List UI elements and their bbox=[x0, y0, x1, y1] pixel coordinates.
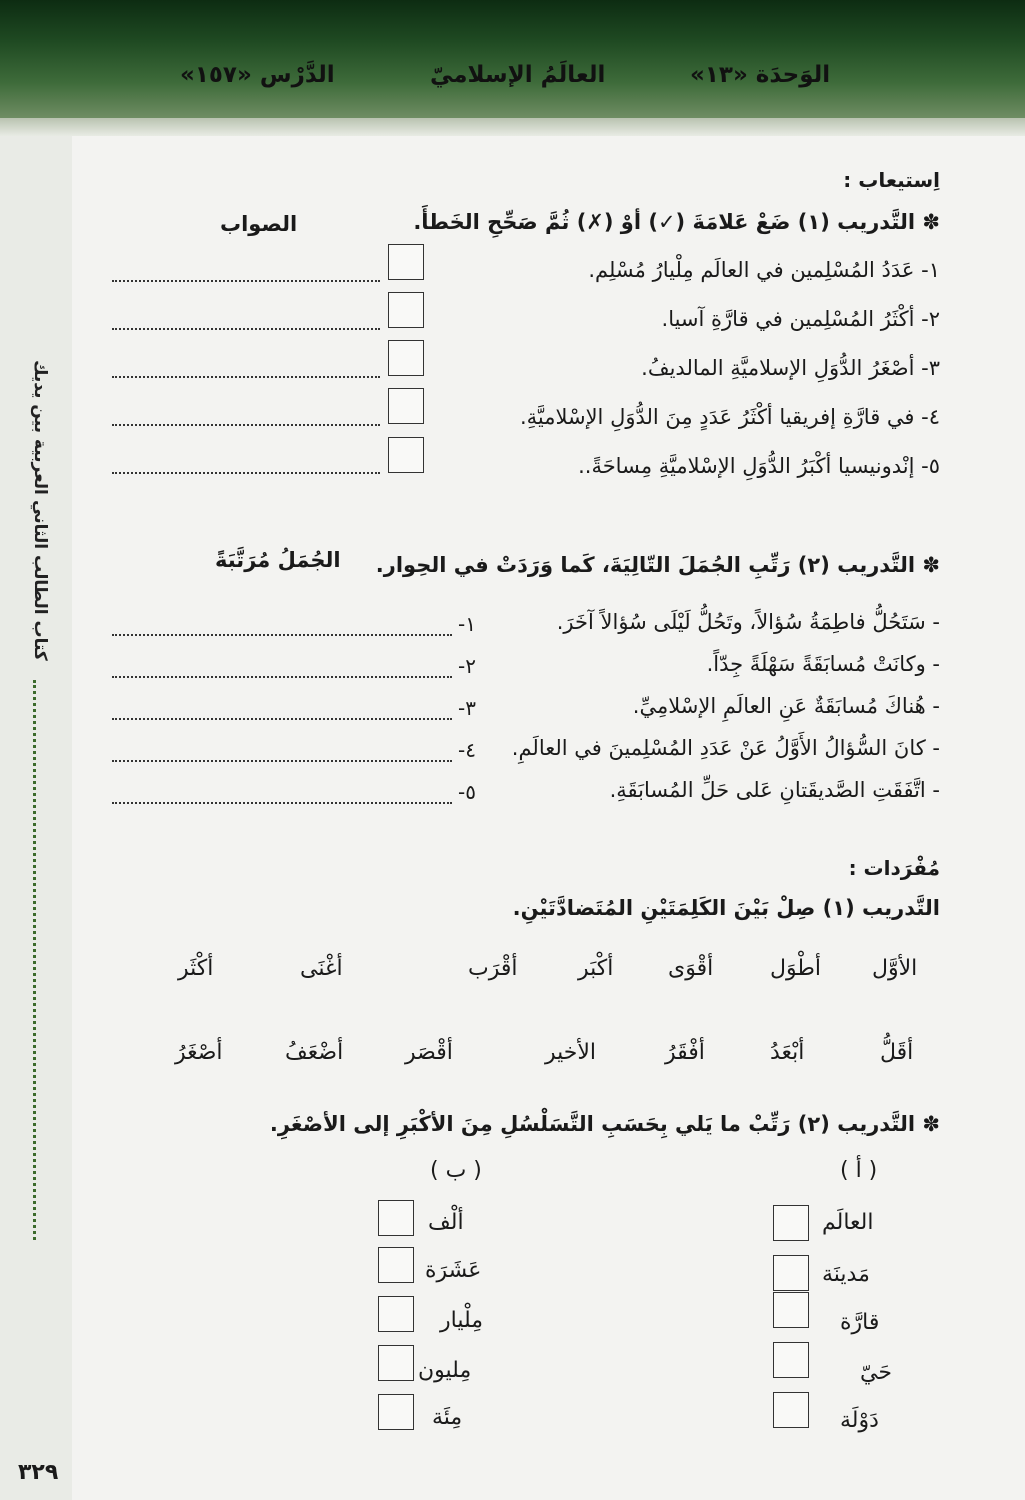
order-line-4[interactable] bbox=[112, 760, 452, 762]
word-row1-7[interactable]: أكْثَر bbox=[178, 956, 214, 981]
unit-title: العالَمُ الإسلاميّ bbox=[430, 62, 606, 88]
word-row1-2[interactable]: أطْوَل bbox=[770, 956, 821, 981]
section-heading-comprehension: اِستيعاب : bbox=[843, 168, 940, 192]
order-line-2[interactable] bbox=[112, 676, 452, 678]
col-a-word-5: دَوْلَة bbox=[840, 1408, 879, 1433]
sentence-5: - اتَّفَقَتِ الصَّديقَتانِ عَلى حَلِّ المُسابَقَةِ. bbox=[609, 778, 940, 802]
header-strip bbox=[0, 118, 1025, 136]
exercise-2-title: ✽ التَّدريب (٢) رَتِّبِ الجُمَلَ التّالِيَةَ، كَما وَرَدَتْ في الحِوار. bbox=[375, 553, 940, 577]
checkbox-2[interactable] bbox=[388, 292, 424, 328]
word-row1-5[interactable]: أقْرَب bbox=[468, 956, 518, 981]
sentence-2: - وكانَتْ مُسابَقَةً سَهْلَةً جِدّاً. bbox=[706, 652, 940, 676]
statement-1: ١- عَدَدُ المُسْلِمين في العالَم مِلْيارُ مُسْلِم. bbox=[588, 258, 940, 282]
sentence-4: - كانَ السُّؤالُ الأَوَّلُ عَنْ عَدَدِ المُسْلِمينَ في العالَمِ. bbox=[511, 736, 940, 760]
lesson-label: الدَّرْس «١٥٧» bbox=[180, 62, 335, 88]
order-number-5: ٥- bbox=[458, 780, 476, 804]
checkbox-5[interactable] bbox=[388, 437, 424, 473]
answer-header: الصواب bbox=[220, 212, 298, 236]
answer-line-1[interactable] bbox=[112, 280, 380, 282]
col-a-box-4[interactable] bbox=[773, 1342, 809, 1378]
page-number: ٣٢٩ bbox=[18, 1460, 59, 1485]
statement-5: ٥- إنْدونيسيا أكْبَرُ الدُّوَلِ الإسْلاميَّةِ مِساحَةً.. bbox=[578, 454, 940, 478]
col-a-word-4: حَيّ bbox=[860, 1360, 892, 1385]
col-a-word-3: قارَّة bbox=[840, 1310, 880, 1335]
col-b-box-5[interactable] bbox=[378, 1394, 414, 1430]
col-b-word-1: ألْف bbox=[428, 1210, 464, 1235]
answer-line-5[interactable] bbox=[112, 472, 380, 474]
col-a-word-2: مَدينَة bbox=[822, 1262, 870, 1287]
unit-label: الوَحدَة «١٣» bbox=[690, 62, 831, 88]
statement-2: ٢- أكْثَرُ المُسْلِمين في قارَّةِ آسيا. bbox=[661, 307, 940, 331]
ordered-header: الجُمَلُ مُرَتَّبَةً bbox=[215, 548, 341, 572]
col-a-box-3[interactable] bbox=[773, 1292, 809, 1328]
col-a-box-1[interactable] bbox=[773, 1205, 809, 1241]
exercise-1-title: ✽ التَّدريب (١) ضَعْ عَلامَةَ (✓) أوْ (✗) ثُمَّ صَحِّحِ الخَطأَ. bbox=[413, 210, 940, 234]
column-a-label: ( أ ) bbox=[840, 1158, 878, 1183]
col-b-box-4[interactable] bbox=[378, 1345, 414, 1381]
word-row1-4[interactable]: أكْبَر bbox=[578, 956, 614, 981]
order-number-4: ٤- bbox=[458, 738, 476, 762]
side-divider bbox=[33, 680, 36, 1240]
answer-line-3[interactable] bbox=[112, 376, 380, 378]
vocab-exercise-2-title: ✽ التَّدريب (٢) رَتِّبْ ما يَلي بِحَسَبِ التَّسَلْسُلِ مِنَ الأكْبَرِ إلى الأصْغَرِ. bbox=[269, 1112, 940, 1136]
checkbox-4[interactable] bbox=[388, 388, 424, 424]
col-b-word-2: عَشَرَة bbox=[425, 1258, 482, 1283]
col-a-word-1: العالَم bbox=[822, 1210, 874, 1235]
order-line-5[interactable] bbox=[112, 802, 452, 804]
sentence-1: - سَتَحُلُّ فاطِمَةُ سُؤالاً، وتَحُلُّ لَيْلَى سُؤالاً آخَرَ. bbox=[556, 610, 940, 634]
col-b-box-1[interactable] bbox=[378, 1200, 414, 1236]
col-b-word-5: مِئَة bbox=[432, 1405, 463, 1430]
checkbox-1[interactable] bbox=[388, 244, 424, 280]
order-number-3: ٣- bbox=[458, 696, 476, 720]
word-row1-6[interactable]: أغْنَى bbox=[300, 956, 343, 981]
word-row2-3[interactable]: أفْقَرُ bbox=[665, 1040, 705, 1065]
order-number-1: ١- bbox=[458, 612, 476, 636]
col-b-box-2[interactable] bbox=[378, 1247, 414, 1283]
answer-line-2[interactable] bbox=[112, 328, 380, 330]
column-b-label: ( ب ) bbox=[430, 1158, 482, 1183]
word-row2-2[interactable]: أبْعَدُ bbox=[770, 1040, 805, 1065]
word-row1-3[interactable]: أقْوَى bbox=[668, 956, 714, 981]
col-a-box-5[interactable] bbox=[773, 1392, 809, 1428]
word-row2-6[interactable]: أضْعَفُ bbox=[285, 1040, 344, 1065]
checkbox-3[interactable] bbox=[388, 340, 424, 376]
order-number-2: ٢- bbox=[458, 654, 476, 678]
vocab-exercise-1-title: التَّدريب (١) صِلْ بَيْنَ الكَلِمَتَيْنِ المُتَضادَّتَيْنِ. bbox=[512, 896, 940, 920]
statement-4: ٤- في قارَّةِ إفريقيا أكْثَرُ عَدَدٍ مِنَ الدُّوَلِ الإسْلاميَّةِ. bbox=[519, 405, 940, 429]
side-book-part: كتاب الطالب الثاني bbox=[30, 500, 50, 661]
statement-3: ٣- أصْغَرُ الدُّوَلِ الإسلاميَّةِ المالديفُ. bbox=[641, 356, 940, 380]
side-band bbox=[0, 136, 72, 1500]
word-row1-1[interactable]: الأوَّل bbox=[872, 956, 918, 981]
col-b-word-4: مِليون bbox=[418, 1358, 472, 1383]
order-line-3[interactable] bbox=[112, 718, 452, 720]
col-a-box-2[interactable] bbox=[773, 1255, 809, 1291]
word-row2-4[interactable]: الأخير bbox=[545, 1040, 597, 1065]
word-row2-7[interactable]: أصْغَرُ bbox=[175, 1040, 223, 1065]
word-row2-1[interactable]: أقَلُّ bbox=[880, 1040, 914, 1065]
word-row2-5[interactable]: أقْصَر bbox=[405, 1040, 453, 1065]
col-b-word-3: مِلْيار bbox=[440, 1308, 484, 1333]
answer-line-4[interactable] bbox=[112, 424, 380, 426]
section-heading-vocabulary: مُفْرَدات : bbox=[848, 856, 940, 880]
sentence-3: - هُناكَ مُسابَقَةٌ عَنِ العالَمِ الإسْلامِيِّ. bbox=[632, 694, 940, 718]
order-line-1[interactable] bbox=[112, 634, 452, 636]
col-b-box-3[interactable] bbox=[378, 1296, 414, 1332]
side-book-title: العربية بين يديك bbox=[30, 360, 50, 495]
